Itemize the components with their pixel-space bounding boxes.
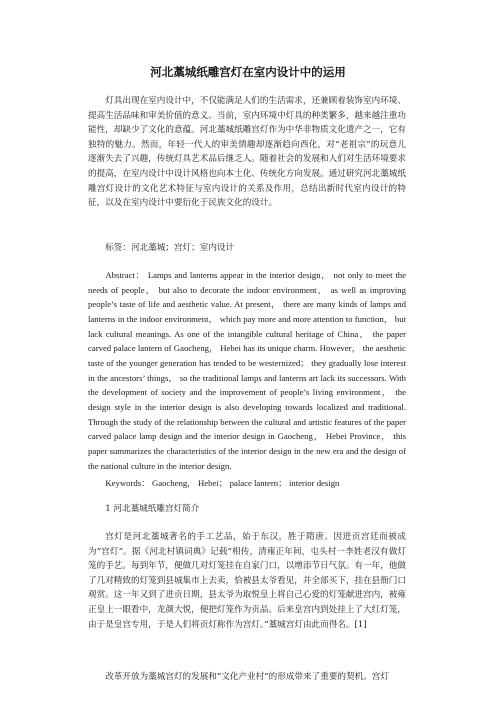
chinese-keywords: 标签：河北藁城；宫灯；室内设计	[105, 243, 235, 253]
english-keywords: Keywords： Gaocheng， Hebei； palace lantern； interior design	[105, 478, 340, 488]
section-body-continued: 改革开放为藁城宫灯的发展和“文化产业村”的形成带来了重要的契机。宫灯	[105, 672, 389, 682]
chinese-abstract: 灯具出现在室内设计中，不仅能满足人们的生活需求，还兼顾着装饰室内环境、提高生活品味和审美价值的意义。当前，室内环境中灯具的种类繁多，越来越注重功能性，却缺少了文化的意蕴。河北藁城纸雕宫灯作为中华非物质文化遗产之一，它有独特的魅力。然而，年轻一代人的审美情趣却逐渐趋向西化，对“老祖宗”的玩意儿逐渐失去了兴趣，传统灯具艺术品后继乏人。随着社会的发展和人们对生活环境要求的提高，在室内设计中设计风格也向本土化、传统化方向发展。通过研究河北藁城纸雕宫灯设计的文化艺术特征与室内设计的关系及作用，总结出新时代室内设计的特征，以及在室内设计中要衍化于民族文化的设计。	[88, 96, 406, 209]
document-title: 河北藁城纸雕宫灯在室内设计中的运用	[150, 65, 346, 79]
section-heading: 1 河北藁城纸雕宫灯简介	[105, 504, 200, 514]
section-body: 宫灯是河北藁城著名的手工艺品，始于东汉，胜于隋唐。因进贡宫廷而被成为“宫灯”。据《河北村镇词典》记载“相传，清雍正年间，屯头村一李姓老汉有做灯笼的手艺。每到年节，便做几对灯笼挂在自家门口，以增添节日气氛。有一年，他做了几对精致的灯笼到县城集市上去卖，恰被县太爷看见，并全部买下，挂在县衙门口观赏。这一年又到了进贡日期，县太爷为取悦皇上将自己心爱的灯笼献进宫内，被雍正皇上一眼看中，龙颜大悦，便把灯笼作为贡品。后来皇宫内到处挂上了大红灯笼，由于是皇宫专用，于是人们将贡灯称作为宫灯。”藁城宫灯由此而得名。[1]	[88, 532, 406, 630]
english-abstract: Abstract： Lamps and lanterns appear in the interior design， not only to meet the needs of people， but also to decorate the indoor environment， as well as improving people’s taste of life and aesthetic value. At present， there are many kinds of lamps and lanterns in the indoor environment， which pay more and more attention to function， but lack cultural meanings. As one of the intangible cultural heritage of China， the paper carved palace lantern of Gaocheng， Hebei has its unique charm. However， the aesthetic taste of the younger generation has tended to be westernized； they gradually lose interest in the ancestors’ things， so the traditional lamps and lanterns art lack its successors. With the development of society and the improvement of people’s living environment， the design style in the interior design is also developing towards localized and traditional. Through the study of the relationship between the cultural and artistic features of the paper carved palace lamp design and the interior design in Gaocheng， Hebei Province， this paper summarizes the characteristics of the interior design in the new era and the design of the national culture in the interior design.	[88, 270, 406, 471]
